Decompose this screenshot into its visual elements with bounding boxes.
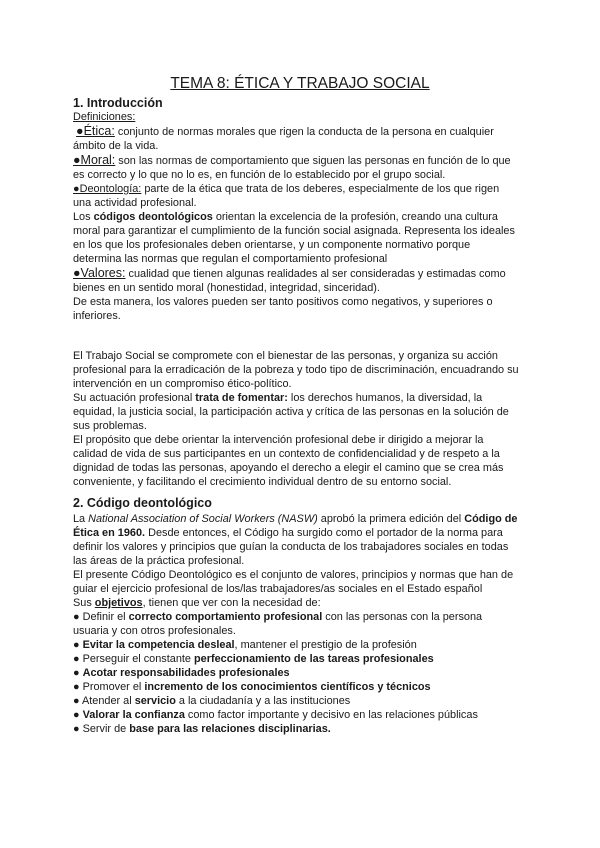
objective-item: ● Acotar responsabilidades profesionales: [73, 667, 290, 679]
paragraph-trabajo-social: El Trabajo Social se compromete con el bienestar de las personas, y organiza su acción profesional para la erradicación de la pobreza y todo tipo de discriminación, encuadrando su intervención en un compromiso ético-político. Su actuación profesional trata de fomentar: los derechos humanos, la diversidad, la equidad, la justicia social, la participación activa y crítica de las personas en la solución de sus problemas. El propósito que debe orientar la intervención profesional debe ir dirigido a mejorar la calidad de vida de sus participantes en un contexto de confidencialidad y de respeto a la dignidad de todas las personas, apoyando el derecho a elegir el camino que se crea más conveniente, y facilitando el crecimiento individual dentro de su entorno social.: [73, 349, 533, 489]
objective-item: ● Definir el correcto comportamiento profesional con las personas con la persona: [73, 611, 483, 623]
paragraph-presente: El presente Código Deontológico es el conjunto de valores, principios y normas que han de: [73, 569, 514, 581]
definition-valores: ●Valores: cualidad que tienen algunas realidades al ser consideradas y estimadas como: [73, 266, 506, 280]
term-moral: ●Moral:: [73, 153, 116, 167]
objective-item: ● Valorar la confianza como factor importante y decisivo en las relaciones públicas: [73, 709, 478, 721]
section-heading-introduccion: 1. Introducción: [73, 96, 163, 110]
definition-etica: ●Ética: conjunto de normas morales que rigen la conducta de la persona en cualquier: [76, 124, 494, 138]
definition-moral: ●Moral: son las normas de comportamiento que siguen las personas en función de lo que: [73, 153, 511, 167]
section-codigo-body: La National Association of Social Workers (NASW) aprobó la primera edición del Código de Ética en 1960. Desde entonces, el Código ha surgido como el portador de la norma para definir los valores y principios que guían la conducta de los trabajadores sociales en todas las áreas de la práctica profesional. El presente Código Deontológico es el conjunto de valores, principios y normas que han de guiar el ejercicio profesional de los/las trabajadores/as sociales en el Estado español Sus objetivos, tienen que ver con la necesidad de: ● Definir el correcto comportamiento profesional con las personas con la persona usuaria y con otros profesionales. ● Evitar la competencia desleal, mantener el prestigio de la profesión ● Perseguir el constante perfeccionamiento de las tareas profesionales ● Acotar responsabilidades profesionales ● Promover el incremento de los conocimientos científicos y técnicos ● Atender al servicio a la ciudadanía y a las instituciones ● Valorar la confianza como factor importante y decisivo en las relaciones públicas ● Servir de base para las relaciones disciplinarias.: [73, 512, 533, 736]
definition-deontologia: ●Deontología: parte de la ética que trata de los deberes, especialmente de los que rigen: [73, 183, 500, 195]
term-etica: ●Ética:: [76, 124, 115, 138]
definiciones-label: Definiciones:: [73, 111, 136, 123]
paragraph-nasw: La National Association of Social Workers (NASW) aprobó la primera edición del Código de: [73, 513, 518, 525]
term-valores: ●Valores:: [73, 266, 126, 280]
objective-item: ● Servir de base para las relaciones disciplinarias.: [73, 723, 331, 735]
term-deontologia: ●Deontología:: [73, 183, 142, 195]
document-title: TEMA 8: ÉTICA Y TRABAJO SOCIAL: [170, 75, 430, 92]
paragraph-proposito: El propósito que debe orientar la intervención profesional debe ir dirigido a mejorar la: [73, 434, 484, 446]
paragraph-codigos: Los códigos deontológicos orientan la excelencia de la profesión, creando una cultura: [73, 211, 498, 223]
objective-item: ● Atender al servicio a la ciudadanía y a las instituciones: [73, 695, 351, 707]
objective-item: ● Promover el incremento de los conocimientos científicos y técnicos: [73, 681, 431, 693]
paragraph-actuacion: Su actuación profesional trata de fomentar: los derechos humanos, la diversidad, la: [73, 392, 483, 404]
definitions-block: Definiciones: ●Ética: conjunto de normas morales que rigen la conducta de la persona en cualquier ámbito de la vida. ●Moral: son las normas de comportamiento que siguen las personas en función de lo que es correcto y lo que no lo es, en función de lo establecido por el grupo social. ●Deontología: parte de la ética que trata de los deberes, especialmente de los que rigen una actividad profesional. Los códigos deontológicos orientan la excelencia de la profesión, creando una cultura moral para garantizar el cumplimiento de la función social asignada. Representa los ideales en los que los profesionales deben orientarse, y un componente normativo porque determina las normas que regulan el comportamiento profesional ●Valores: cualidad que tienen algunas realidades al ser consideradas y estimadas como bienes en un sentido moral (honestidad, integridad, sinceridad). De esta manera, los valores pueden ser tanto positivos como negativos, y superiores o inferiores.: [73, 110, 533, 323]
objective-item: ● Evitar la competencia desleal, mantener el prestigio de la profesión: [73, 639, 417, 651]
objective-item: ● Perseguir el constante perfeccionamiento de las tareas profesionales: [73, 653, 434, 665]
section-heading-codigo: 2. Código deontológico: [73, 496, 212, 510]
paragraph-objetivos: Sus objetivos, tienen que ver con la necesidad de:: [73, 597, 321, 609]
